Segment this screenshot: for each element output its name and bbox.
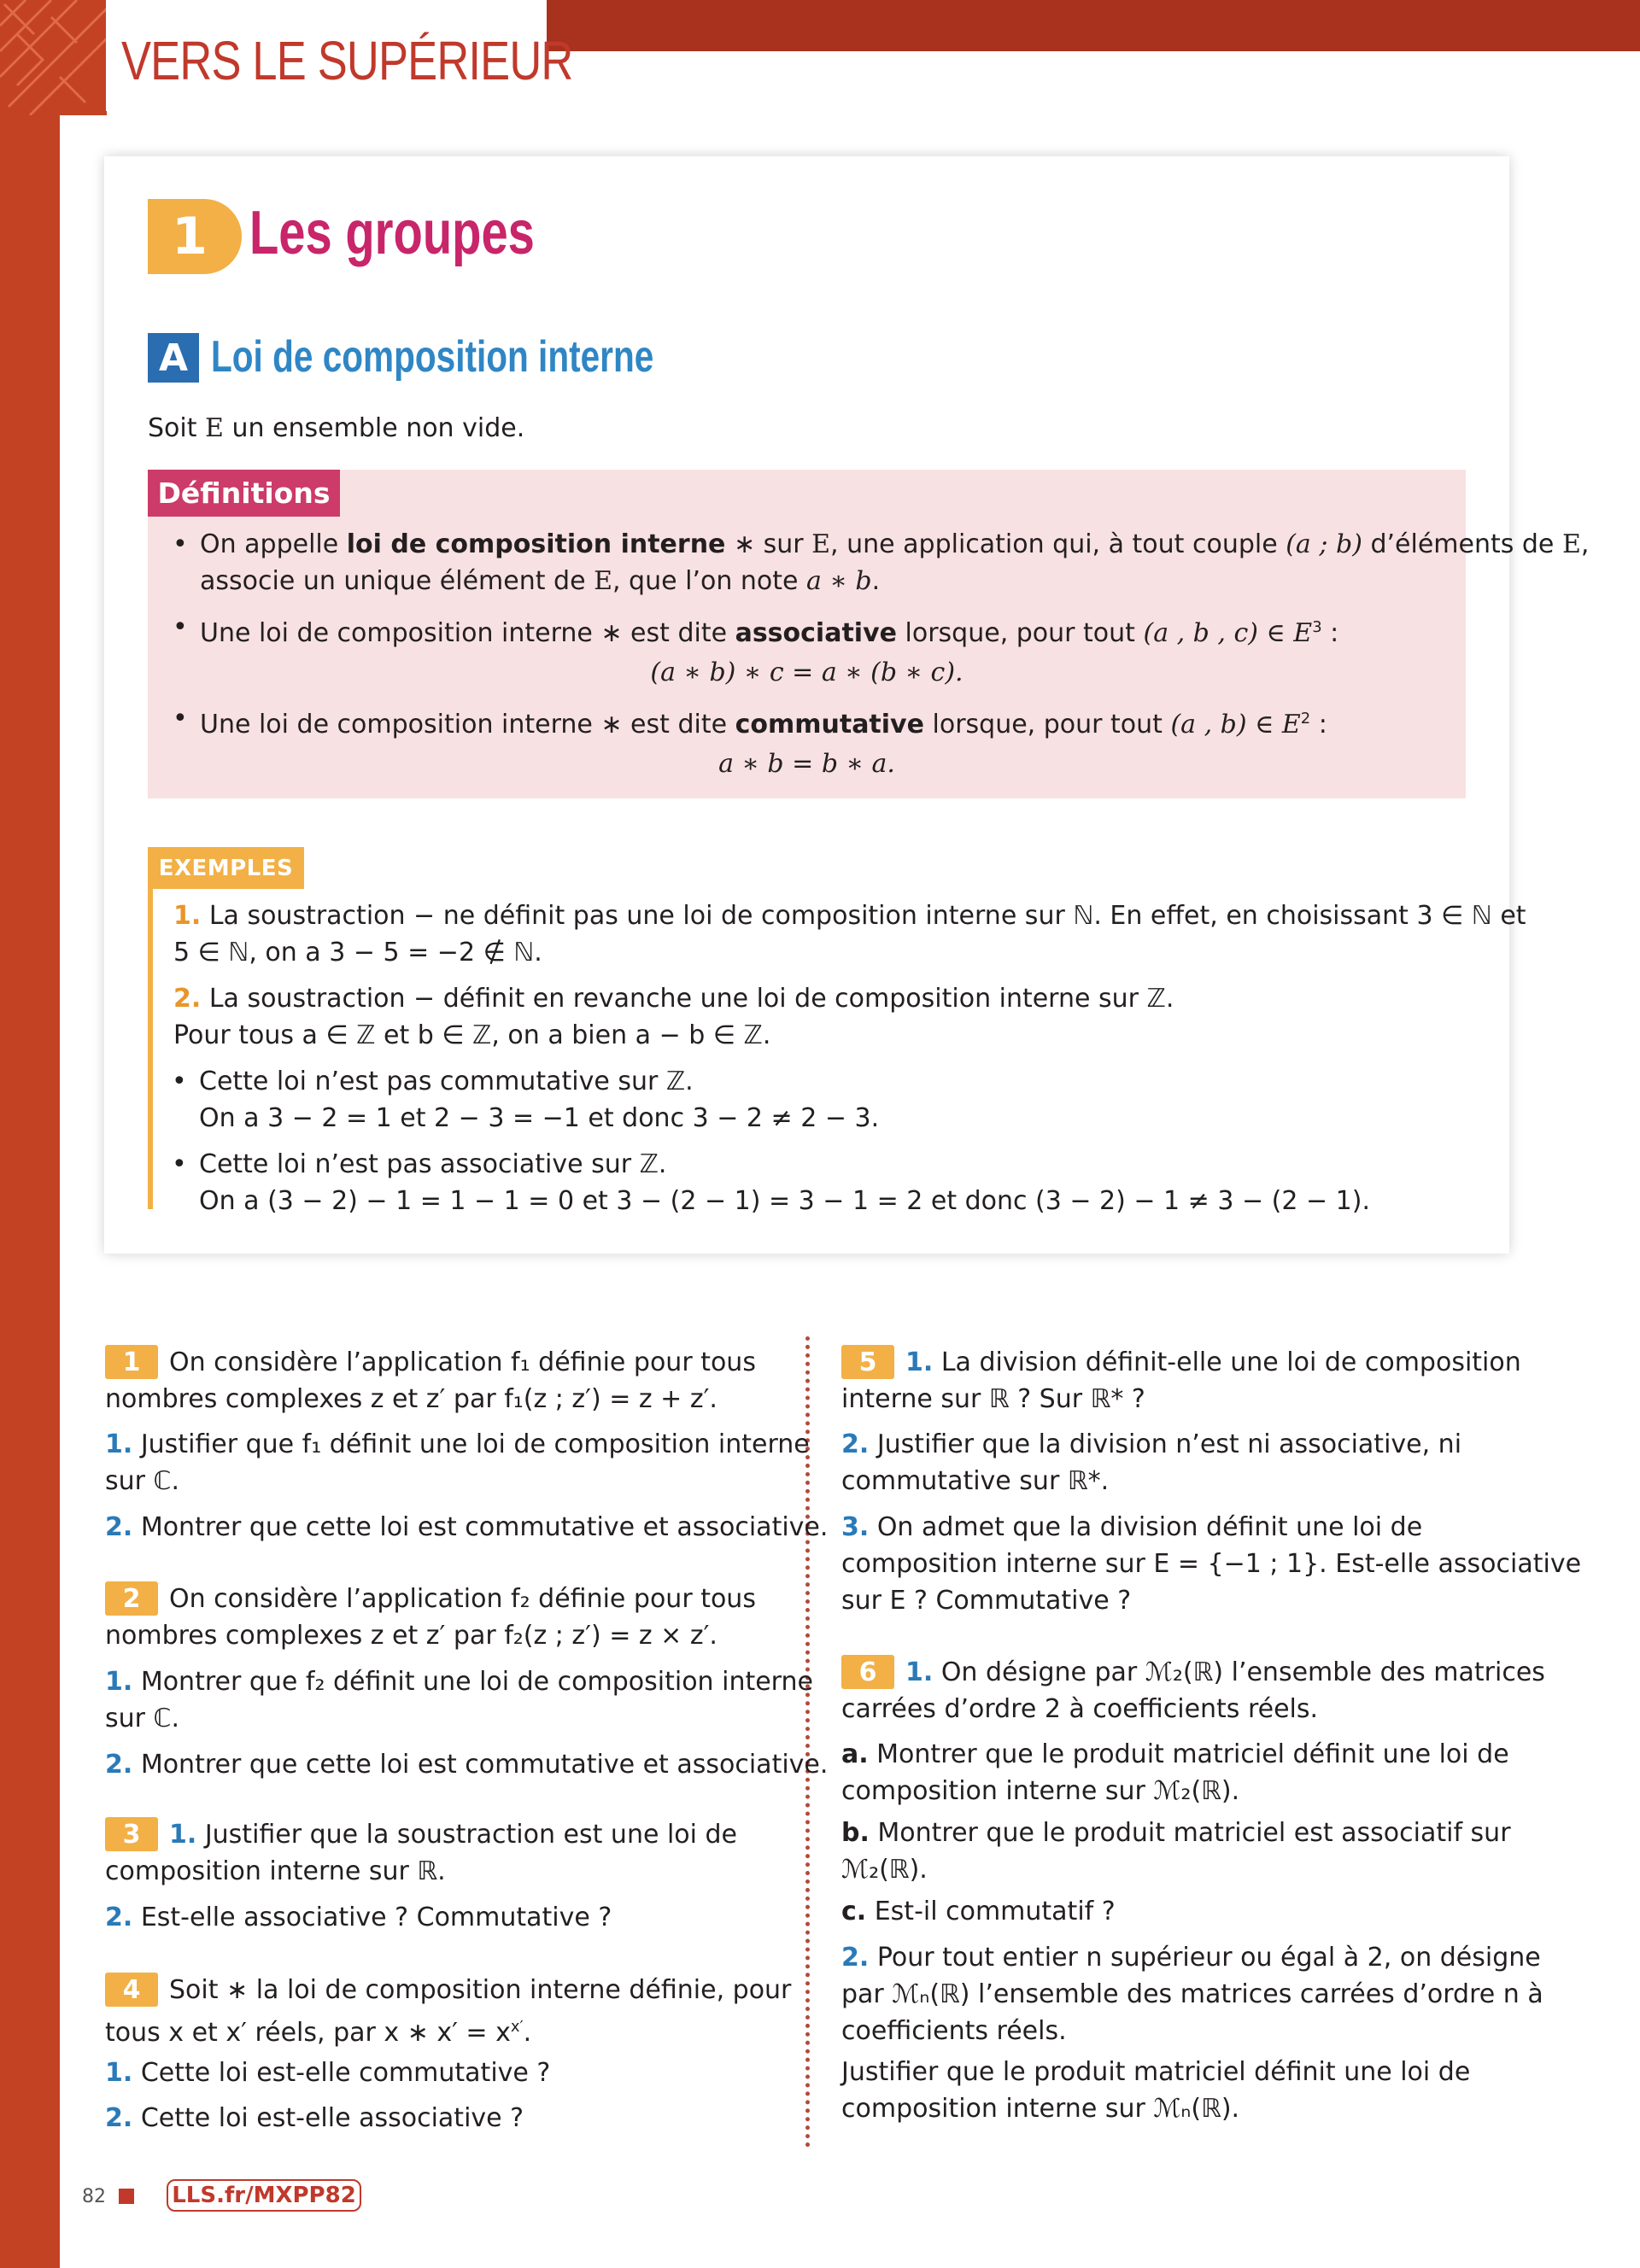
example-2-bullet-1-line2: On a 3 − 2 = 1 et 2 − 3 = −1 et donc 3 − 2 ≠ 2 − 3. — [199, 1103, 880, 1133]
exercise-2-line2: nombres complexes z et z′ par f₂(z ; z′) = z × z′. — [105, 1621, 718, 1651]
page-number: 82 — [82, 2186, 106, 2207]
exercise-4-q1: 1. Cette loi est-elle commutative ? — [105, 2058, 551, 2088]
left-margin-bar — [0, 0, 60, 2268]
definition-associative: • Une loi de composition interne ∗ est dite associative lorsque, pour tout (a , b , c) ∈ $E^3$ : — [200, 609, 1338, 652]
exercise-5-q2: 2. Justifier que la division n’est ni associative, ni — [841, 1429, 1462, 1459]
exercise-2-q1-line2: sur ℂ. — [105, 1704, 179, 1733]
example-2-line1: 2. La soustraction − définit en revanche une loi de composition interne sur ℤ. — [173, 984, 1174, 1014]
exercise-2-line1: On considère l’application f₂ définie pour tous — [169, 1584, 756, 1614]
exercise-6-q2: 2. Pour tout entier n supérieur ou égal à 2, on désigne — [841, 1943, 1541, 1973]
examples-rule — [148, 889, 153, 1209]
exercise-4-line2: tous x et x′ réels, par x ∗ $x' = x^{x'}$. — [105, 2018, 532, 2048]
corner-pattern-graphic — [0, 0, 107, 115]
exercise-4-line1: Soit ∗ la loi de composition interne définie, pour — [169, 1975, 792, 2005]
exercise-1-q1-line2: sur ℂ. — [105, 1466, 179, 1496]
subsection-title: Loi de composition interne — [211, 332, 654, 382]
example-1-line1: 1. La soustraction − ne définit pas une loi de composition interne sur ℕ. En effet, en choisissant 3 ∈ ℕ et — [173, 901, 1526, 931]
exercise-5-q3-line3: sur E ? Commutative ? — [841, 1586, 1132, 1616]
top-banner-bar — [547, 0, 1640, 51]
exercise-1-line2: nombres complexes z et z′ par f₁(z ; z′) = z + z′. — [105, 1384, 718, 1414]
exercise-6-badge: 6 — [841, 1655, 894, 1689]
subsection-letter-badge: A — [148, 333, 199, 383]
exercise-6-q2-line2: par ℳₙ(ℝ) l’ensemble des matrices carrées d’ordre n à — [841, 1979, 1543, 2009]
exercise-3-badge: 3 — [105, 1817, 158, 1851]
exercise-5-q3-line2: composition interne sur E = {−1 ; 1}. Est-elle associative — [841, 1549, 1582, 1579]
exercise-3-line2: composition interne sur ℝ. — [105, 1856, 446, 1886]
exercise-6-b: b. Montrer que le produit matriciel est associatif sur — [841, 1818, 1511, 1848]
exercise-6-c: c. Est-il commutatif ? — [841, 1897, 1116, 1926]
section-number-badge: 1 — [148, 199, 242, 274]
exercise-2-badge: 2 — [105, 1581, 158, 1616]
exercise-3-q2: 2. Est-elle associative ? Commutative ? — [105, 1903, 612, 1932]
exercise-6-q2-line3: coefficients réels. — [841, 2016, 1067, 2046]
exercise-5-line1: 1. La division définit-elle une loi de composition — [905, 1347, 1521, 1377]
definition-commutative: • Une loi de composition interne ∗ est dite commutative lorsque, pour tout (a , b) ∈ $E^2$ : — [200, 700, 1327, 743]
exercise-6-line1: 1. On désigne par ℳ₂(ℝ) l’ensemble des matrices — [905, 1657, 1545, 1687]
intro-sentence: Soit E un ensemble non vide. — [148, 413, 525, 443]
exercise-1-q2: 2. Montrer que cette loi est commutative et associative. — [105, 1512, 829, 1542]
section-title: Les groupes — [249, 199, 535, 267]
example-2-bullet-2-line2: On a (3 − 2) − 1 = 1 − 1 = 0 et 3 − (2 − 1) = 3 − 1 = 2 et donc (3 − 2) − 1 ≠ 3 − (2 − 1). — [199, 1186, 1370, 1216]
exercise-5-q2-line2: commutative sur ℝ*. — [841, 1466, 1110, 1496]
exercise-5-badge: 5 — [841, 1345, 894, 1379]
exercise-6-q2-line4: Justifier que le produit matriciel définit une loi de — [841, 2057, 1471, 2087]
exercise-6-q2-line5: composition interne sur ℳₙ(ℝ). — [841, 2094, 1240, 2124]
definitions-label: Définitions — [148, 470, 340, 517]
exercise-1-badge: 1 — [105, 1345, 158, 1379]
chapter-banner-title: VERS LE SUPÉRIEUR — [121, 30, 573, 91]
exercise-4-badge: 4 — [105, 1973, 158, 2007]
exercise-2-q2: 2. Montrer que cette loi est commutative et associative. — [105, 1750, 829, 1780]
exercise-4-q2: 2. Cette loi est-elle associative ? — [105, 2103, 524, 2133]
definition-internal-law: • On appelle loi de composition interne ∗ sur E, une application qui, à tout couple (a ; b) d’éléments de E, — [200, 526, 1589, 563]
corner-pattern — [0, 0, 107, 115]
exercise-3-line1: 1. Justifier que la soustraction est une loi de — [169, 1820, 738, 1850]
exercise-6-line2: carrées d’ordre 2 à coefficients réels. — [841, 1694, 1319, 1724]
commutativity-formula: a ∗ b = b ∗ a. — [718, 749, 895, 779]
exercise-5-q3: 3. On admet que la division définit une loi de — [841, 1512, 1423, 1542]
resource-link[interactable]: LLS.fr/MXPP82 — [167, 2179, 361, 2212]
associativity-formula: (a ∗ b) ∗ c = a ∗ (b ∗ c). — [650, 658, 964, 687]
examples-label: EXEMPLES — [148, 847, 304, 889]
example-1-line2: 5 ∈ ℕ, on a 3 − 5 = −2 ∉ ℕ. — [173, 938, 542, 967]
exercise-2-q1: 1. Montrer que f₂ définit une loi de composition interne — [105, 1667, 813, 1697]
exercise-5-line2: interne sur ℝ ? Sur ℝ* ? — [841, 1384, 1145, 1414]
exercise-6-a: a. Montrer que le produit matriciel définit une loi de — [841, 1739, 1509, 1769]
exercise-1-q1: 1. Justifier que f₁ définit une loi de composition interne — [105, 1429, 810, 1459]
exercise-6-b-line2: ℳ₂(ℝ). — [841, 1855, 928, 1885]
example-2-bullet-1: • Cette loi n’est pas commutative sur ℤ. — [199, 1063, 694, 1100]
exercise-1-line1: On considère l’application f₁ définie pour tous — [169, 1347, 756, 1377]
definition-internal-law-line2: associe un unique élément de E, que l’on note a ∗ b. — [200, 566, 881, 596]
example-2-bullet-2: • Cette loi n’est pas associative sur ℤ. — [199, 1146, 666, 1183]
exercise-6-a-line2: composition interne sur ℳ₂(ℝ). — [841, 1776, 1240, 1806]
page-marker-square — [119, 2189, 134, 2204]
example-2-line2: Pour tous a ∈ ℤ et b ∈ ℤ, on a bien a − b ∈ ℤ. — [173, 1020, 771, 1050]
